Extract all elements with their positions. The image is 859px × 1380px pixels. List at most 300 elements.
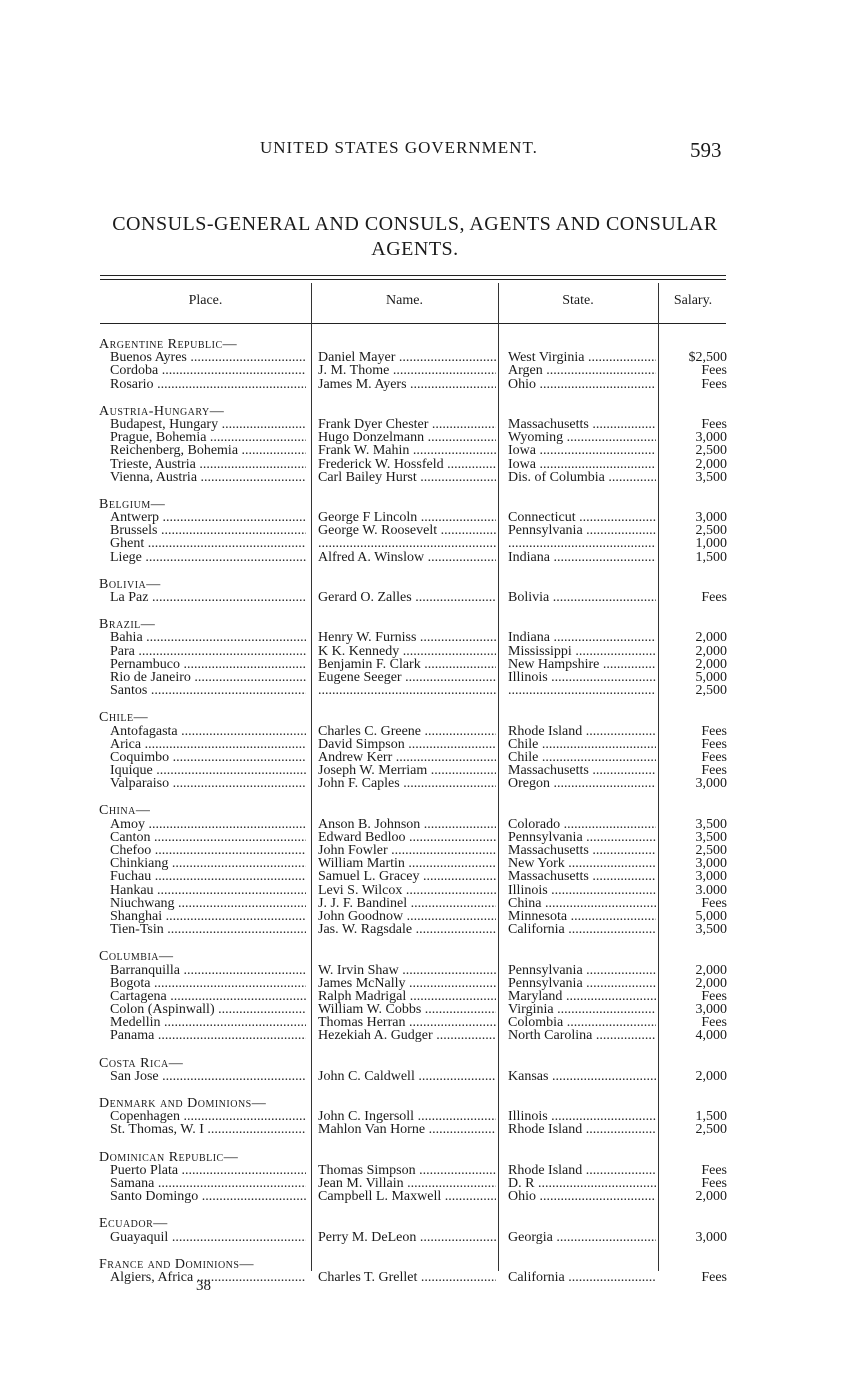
table-row: [0, 1123, 859, 1136]
name-cell: [318, 884, 496, 897]
place-cell: [110, 471, 306, 484]
state-cell: [508, 645, 656, 658]
place-text: Iquique: [110, 764, 153, 778]
table-row: [0, 738, 859, 751]
state-cell: [508, 990, 656, 1003]
place-cell: [110, 364, 306, 377]
state-text: Massachusetts: [508, 764, 589, 778]
table-row: [0, 910, 859, 923]
place-text: Samana: [110, 1176, 155, 1191]
state-text: Kansas: [508, 1069, 549, 1084]
state-cell: [508, 818, 656, 831]
name-cell: [318, 1271, 496, 1284]
salary-cell: [664, 923, 727, 936]
name-text: John C. Caldwell: [318, 1069, 415, 1084]
salary-cell: [664, 537, 727, 550]
salary-cell: [664, 1003, 727, 1016]
name-cell: [318, 1070, 496, 1083]
salary-cell: [664, 777, 727, 790]
state-cell: [508, 910, 656, 923]
salary-cell: [664, 471, 727, 484]
salary-cell: [664, 857, 727, 870]
place-cell: [110, 990, 306, 1003]
place-text: San Jose: [110, 1069, 159, 1084]
state-cell: [508, 1016, 656, 1029]
state-cell: [508, 764, 656, 777]
name-text: John F. Caples: [318, 777, 400, 791]
state-text: China: [508, 896, 542, 910]
table-row: [0, 1110, 859, 1123]
place-text: Santo Domingo: [110, 1190, 199, 1204]
place-text: Amoy: [110, 817, 145, 831]
salary-cell: [664, 1177, 727, 1190]
country-heading: Chile—: [99, 710, 149, 726]
country-heading: Costa Rica—: [99, 1055, 184, 1071]
name-cell: [318, 524, 496, 537]
state-cell: [508, 1003, 656, 1016]
country-heading: Columbia—: [99, 949, 174, 965]
state-cell: [508, 977, 656, 990]
salary-text: 2,500: [695, 844, 727, 858]
name-cell: [318, 738, 496, 751]
state-cell: [508, 684, 656, 697]
state-cell: [508, 524, 656, 537]
state-text: New York: [508, 857, 565, 871]
place-text: Budapest, Hungary: [110, 417, 219, 432]
salary-text: 3,000: [695, 511, 727, 525]
place-cell: [110, 777, 306, 790]
state-text: Rhode Island: [508, 1123, 583, 1137]
salary-cell: [664, 910, 727, 923]
state-cell: [508, 591, 656, 604]
state-text: Mississippi: [508, 644, 572, 658]
country-group: [0, 1043, 859, 1083]
salary-text: 1,000: [695, 537, 727, 551]
state-cell: [508, 1271, 656, 1284]
place-cell: [110, 831, 306, 844]
state-text: Chile: [508, 737, 539, 751]
top-double-rule-upper: [100, 275, 726, 276]
country-group: [0, 1203, 859, 1243]
group-spacer: [0, 484, 859, 498]
place-text: St. Thomas, W. I: [110, 1123, 204, 1137]
state-cell: [508, 964, 656, 977]
salary-cell: [664, 351, 727, 364]
salary-cell: [664, 897, 727, 910]
state-text: North Carolina: [508, 1029, 593, 1043]
name-cell: [318, 923, 496, 936]
salary-text: 2,000: [695, 644, 727, 658]
state-cell: [508, 444, 656, 457]
salary-cell: [664, 977, 727, 990]
table-row: [0, 444, 859, 457]
table-row: [0, 471, 859, 484]
salary-cell: [664, 364, 727, 377]
name-text: Alfred A. Winslow: [318, 550, 425, 564]
place-cell: [110, 1029, 306, 1042]
state-text: Massachusetts: [508, 844, 589, 858]
table-row: [0, 764, 859, 777]
name-cell: [318, 897, 496, 910]
salary-text: 2,000: [695, 631, 727, 645]
name-cell: [318, 471, 496, 484]
place-cell: [110, 857, 306, 870]
name-cell: [318, 725, 496, 738]
table-row: [0, 1231, 859, 1244]
salary-cell: [664, 990, 727, 1003]
place-text: Hankau: [110, 883, 154, 897]
name-cell: [318, 1177, 496, 1190]
place-text: La Paz: [110, 591, 149, 605]
country-group: [0, 391, 859, 484]
place-cell: [110, 1177, 306, 1190]
place-cell: [110, 1164, 306, 1177]
salary-text: 2,000: [695, 963, 727, 977]
table-row: [0, 1003, 859, 1016]
place-text: Brussels: [110, 524, 158, 538]
state-cell: [508, 725, 656, 738]
country-group: [0, 697, 859, 790]
state-cell: [508, 1123, 656, 1136]
name-cell: [318, 844, 496, 857]
table-row: [0, 1164, 859, 1177]
country-group: [0, 484, 859, 564]
salary-text: 2,000: [695, 1190, 727, 1204]
table-row: [0, 524, 859, 537]
state-cell: [508, 844, 656, 857]
place-text: Valparaiso: [110, 777, 170, 791]
state-text: Iowa: [508, 457, 536, 471]
salary-text: 2,000: [695, 976, 727, 990]
state-cell: [508, 551, 656, 564]
state-cell: [508, 671, 656, 684]
name-text: Frederick W. Hossfeld: [318, 457, 444, 471]
place-text: Fuchau: [110, 870, 152, 884]
state-text: Virginia: [508, 1003, 554, 1017]
state-text: Dis. of Columbia: [508, 470, 605, 484]
place-text: Canton: [110, 830, 151, 845]
state-cell: [508, 831, 656, 844]
state-text: California: [508, 1270, 565, 1285]
country-heading: Ecuador—: [99, 1216, 168, 1232]
place-cell: [110, 870, 306, 883]
salary-cell: [664, 378, 727, 391]
table-row: [0, 884, 859, 897]
table-row: [0, 591, 859, 604]
salary-cell: [664, 831, 727, 844]
place-cell: [110, 537, 306, 550]
country-heading: Austria-Hungary—: [99, 403, 225, 419]
salary-cell: [664, 751, 727, 764]
place-text: Rio de Janeiro: [110, 670, 191, 685]
place-cell: [110, 684, 306, 697]
salary-cell: [664, 844, 727, 857]
state-cell: [508, 897, 656, 910]
place-cell: [110, 511, 306, 524]
state-cell: [508, 751, 656, 764]
group-spacer: [0, 1043, 859, 1057]
place-text: Tien-Tsin: [110, 923, 164, 937]
table-row: [0, 857, 859, 870]
state-text: Illinois: [508, 883, 548, 897]
salary-text: 2,000: [695, 1069, 727, 1084]
country-group: [0, 790, 859, 936]
state-cell: [508, 1110, 656, 1123]
table-row: [0, 1190, 859, 1203]
state-cell: [508, 418, 656, 431]
salary-cell: [664, 818, 727, 831]
table-row: [0, 1016, 859, 1029]
name-cell: [318, 751, 496, 764]
group-spacer: [0, 1137, 859, 1151]
signature-mark: 38: [196, 1278, 211, 1294]
salary-cell: [664, 671, 727, 684]
state-cell: [508, 378, 656, 391]
salary-cell: [664, 1164, 727, 1177]
name-text: Frank W. Mahin: [318, 444, 410, 458]
state-text: Rhode Island: [508, 1163, 583, 1177]
name-cell: [318, 1016, 496, 1029]
name-text: James McNally: [318, 976, 406, 990]
country-group: [0, 604, 859, 697]
state-cell: [508, 870, 656, 883]
place-cell: [110, 671, 306, 684]
state-text: New Hampshire: [508, 657, 600, 671]
salary-text: 1,500: [695, 1110, 727, 1124]
name-cell: [318, 1003, 496, 1016]
name-text: Perry M. DeLeon: [318, 1230, 417, 1244]
name-cell: [318, 1123, 496, 1136]
salary-cell: [664, 444, 727, 457]
name-text: John C. Ingersoll: [318, 1110, 415, 1124]
state-cell: [508, 1070, 656, 1083]
state-text: Indiana: [508, 631, 550, 645]
table-row: [0, 364, 859, 377]
place-cell: [110, 818, 306, 831]
name-text: Anson B. Johnson: [318, 817, 421, 831]
name-text: Ralph Madrigal: [318, 989, 407, 1004]
state-text: California: [508, 923, 565, 937]
salary-text: 3,000: [695, 777, 727, 791]
name-text: Gerard O. Zalles: [318, 591, 412, 605]
salary-text: Fees: [701, 989, 727, 1004]
state-text: Illinois: [508, 1110, 548, 1124]
group-spacer: [0, 391, 859, 405]
salary-cell: [664, 884, 727, 897]
group-spacer: [0, 790, 859, 804]
salary-text: Fees: [701, 1016, 727, 1030]
place-text: Ghent: [110, 537, 145, 551]
table-row: [0, 870, 859, 883]
salary-text: 2,500: [695, 1123, 727, 1137]
header-rule: [100, 323, 726, 324]
salary-text: 3,000: [695, 857, 727, 871]
salary-cell: [664, 1029, 727, 1042]
name-text: John Fowler: [318, 844, 388, 858]
name-text: K K. Kennedy: [318, 644, 400, 658]
name-text: Levi S. Wilcox: [318, 883, 403, 897]
state-text: Massachusetts: [508, 417, 589, 432]
name-text: Charles T. Grellet: [318, 1270, 418, 1285]
place-cell: [110, 897, 306, 910]
state-cell: [508, 1231, 656, 1244]
state-cell: [508, 537, 656, 550]
state-cell: [508, 364, 656, 377]
salary-text: Fees: [701, 1270, 727, 1285]
state-cell: [508, 923, 656, 936]
name-text: J. M. Thome: [318, 364, 390, 378]
table-row: [0, 645, 859, 658]
country-group: [0, 1244, 859, 1284]
place-cell: [110, 631, 306, 644]
salary-text: 3,500: [695, 470, 727, 484]
salary-cell: [664, 631, 727, 644]
state-text: Colorado: [508, 817, 561, 831]
state-cell: [508, 631, 656, 644]
table-row: [0, 977, 859, 990]
salary-cell: [664, 725, 727, 738]
salary-text: Fees: [701, 750, 727, 765]
table-row: [0, 537, 859, 550]
place-cell: [110, 1190, 306, 1203]
state-text: West Virginia: [508, 351, 585, 365]
name-text: Jas. W. Ragsdale: [318, 923, 413, 937]
name-text: Edward Bedloo: [318, 830, 406, 845]
salary-text: 3,000: [695, 870, 727, 884]
name-text: William Martin: [318, 857, 405, 871]
place-cell: [110, 884, 306, 897]
name-cell: [318, 990, 496, 1003]
name-cell: [318, 458, 496, 471]
salary-text: Fees: [701, 1163, 727, 1177]
place-cell: [110, 923, 306, 936]
place-cell: [110, 751, 306, 764]
name-cell: [318, 857, 496, 870]
name-cell: [318, 537, 496, 550]
salary-cell: [664, 645, 727, 658]
salary-text: 3,000: [695, 431, 727, 445]
salary-cell: [664, 1070, 727, 1083]
name-text: Jean M. Villain: [318, 1176, 404, 1191]
place-cell: [110, 910, 306, 923]
place-text: Coquimbo: [110, 750, 170, 765]
name-text: Hezekiah A. Gudger: [318, 1029, 433, 1043]
place-text: Prague, Bohemia: [110, 431, 207, 445]
table-row: [0, 1029, 859, 1042]
place-cell: [110, 591, 306, 604]
country-heading: France and Dominions—: [99, 1256, 254, 1272]
place-cell: [110, 458, 306, 471]
running-title: UNITED STATES GOVERNMENT.: [260, 138, 538, 157]
country-heading: Argentine Republic—: [99, 337, 238, 352]
place-cell: [110, 645, 306, 658]
name-cell: [318, 870, 496, 883]
state-cell: [508, 1177, 656, 1190]
place-text: Trieste, Austria: [110, 457, 196, 471]
name-text: Samuel L. Gracey: [318, 870, 420, 884]
name-cell: [318, 658, 496, 671]
table-row: [0, 725, 859, 738]
name-cell: [318, 378, 496, 391]
table-row: [0, 1070, 859, 1083]
place-text: Santos: [110, 684, 148, 698]
place-text: Cordoba: [110, 364, 159, 378]
name-text: Campbell L. Maxwell: [318, 1190, 442, 1204]
salary-text: 3.000: [695, 883, 727, 897]
name-cell: [318, 591, 496, 604]
state-cell: [508, 471, 656, 484]
country-group: [0, 564, 859, 604]
salary-cell: [664, 738, 727, 751]
state-cell: [508, 1190, 656, 1203]
name-text: Frank Dyer Chester: [318, 417, 429, 432]
salary-text: Fees: [701, 1176, 727, 1191]
country-group: [0, 1083, 859, 1137]
state-text: D. R: [508, 1176, 535, 1191]
place-cell: [110, 351, 306, 364]
place-cell: [110, 1123, 306, 1136]
place-cell: [110, 738, 306, 751]
state-cell: [508, 857, 656, 870]
salary-cell: [664, 418, 727, 431]
place-text: Antwerp: [110, 511, 159, 525]
salary-text: 2,000: [695, 657, 727, 671]
state-text: Oregon: [508, 777, 550, 791]
name-text: Mahlon Van Horne: [318, 1123, 426, 1137]
table-row: [0, 831, 859, 844]
place-text: Cartagena: [110, 989, 167, 1004]
name-cell: [318, 1164, 496, 1177]
salary-text: Fees: [701, 591, 727, 605]
place-cell: [110, 1231, 306, 1244]
name-cell: [318, 977, 496, 990]
name-cell: [318, 645, 496, 658]
place-text: Chinkiang: [110, 857, 169, 871]
place-cell: [110, 725, 306, 738]
salary-text: Fees: [701, 737, 727, 751]
state-text: Indiana: [508, 550, 550, 564]
place-text: Colon (Aspinwall): [110, 1003, 215, 1017]
table-row: [0, 964, 859, 977]
state-cell: [508, 884, 656, 897]
salary-text: Fees: [701, 377, 727, 391]
top-double-rule-lower: [100, 279, 726, 280]
table-row: [0, 431, 859, 444]
state-text: Iowa: [508, 444, 536, 458]
state-text: Connecticut: [508, 511, 576, 525]
name-cell: [318, 1190, 496, 1203]
page-title-line-1: CONSULS-GENERAL AND CONSULS, AGENTS AND CONSULAR: [112, 213, 718, 235]
state-cell: [508, 351, 656, 364]
table-row: [0, 923, 859, 936]
country-heading: Denmark and Dominions—: [99, 1096, 267, 1111]
name-cell: [318, 631, 496, 644]
group-spacer: [0, 1244, 859, 1258]
place-text: Para: [110, 644, 135, 658]
table-row: [0, 844, 859, 857]
place-text: Shanghai: [110, 909, 163, 924]
table-row: [0, 418, 859, 431]
name-cell: [318, 764, 496, 777]
group-spacer: [0, 936, 859, 950]
state-cell: [508, 738, 656, 751]
page-title-line-2: AGENTS.: [371, 238, 459, 260]
state-text: Pennsylvania: [508, 976, 583, 990]
state-text: Rhode Island: [508, 724, 583, 738]
country-heading: China—: [99, 803, 151, 819]
name-text: Carl Bailey Hurst: [318, 470, 417, 484]
name-text: Charles C. Greene: [318, 724, 422, 738]
